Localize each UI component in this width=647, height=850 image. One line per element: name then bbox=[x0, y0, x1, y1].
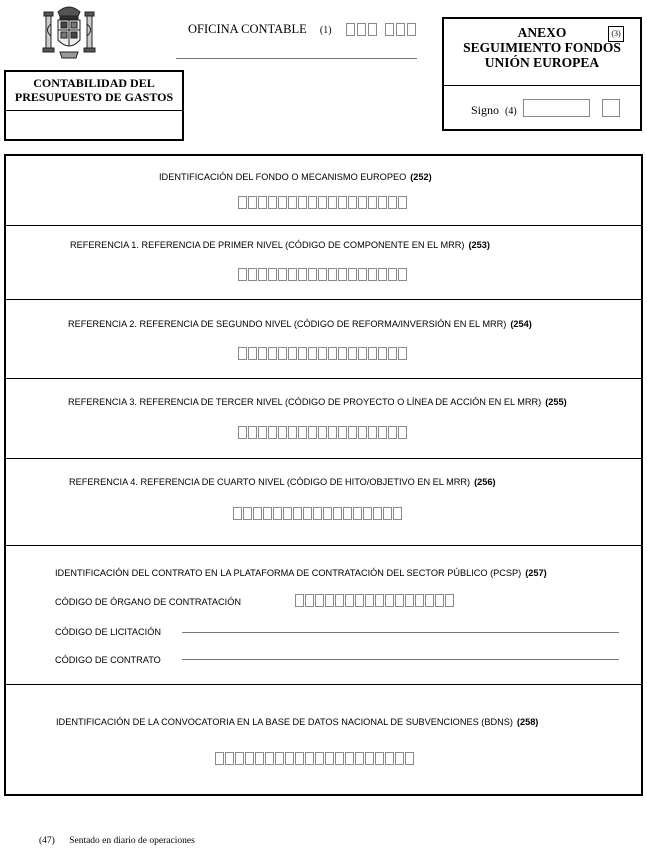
footer-ref: (47) bbox=[39, 836, 55, 846]
organ-label: CÓDIGO DE ÓRGANO DE CONTRATACIÓN bbox=[55, 597, 241, 607]
code-box bbox=[278, 426, 287, 439]
ref1-code-boxes[interactable] bbox=[238, 268, 407, 281]
code-box bbox=[308, 426, 317, 439]
code-box bbox=[308, 347, 317, 360]
code-box bbox=[238, 268, 247, 281]
code-box bbox=[368, 23, 377, 36]
grants-code-boxes[interactable] bbox=[215, 752, 414, 765]
code-box bbox=[253, 507, 262, 520]
code-box bbox=[353, 507, 362, 520]
code-box bbox=[388, 347, 397, 360]
code-box bbox=[365, 752, 374, 765]
code-box bbox=[328, 426, 337, 439]
code-box bbox=[405, 752, 414, 765]
code-box bbox=[313, 507, 322, 520]
annex-title-line3: UNIÓN EUROPEA bbox=[484, 55, 600, 70]
accounting-title: CONTABILIDAD DEL PRESUPUESTO DE GASTOS bbox=[14, 76, 174, 104]
code-box bbox=[325, 594, 334, 607]
code-box bbox=[258, 268, 267, 281]
code-box bbox=[328, 347, 337, 360]
code-box bbox=[298, 347, 307, 360]
code-box bbox=[348, 196, 357, 209]
code-box bbox=[395, 594, 404, 607]
code-box bbox=[378, 268, 387, 281]
code-box bbox=[345, 752, 354, 765]
code-box bbox=[293, 507, 302, 520]
code-box bbox=[425, 594, 434, 607]
code-box bbox=[308, 268, 317, 281]
code-box bbox=[338, 196, 347, 209]
code-box bbox=[375, 594, 384, 607]
ref2-section bbox=[5, 299, 642, 379]
code-box bbox=[255, 752, 264, 765]
code-box bbox=[368, 347, 377, 360]
code-box bbox=[288, 426, 297, 439]
ref4-code-boxes[interactable] bbox=[233, 507, 402, 520]
grants-title: IDENTIFICACIÓN DE LA CONVOCATORIA EN LA BASE DE DATOS NACIONAL DE SUBVENCIONES (BDNS) (258) bbox=[56, 717, 539, 727]
code-box bbox=[348, 268, 357, 281]
code-box bbox=[258, 347, 267, 360]
code-box bbox=[355, 594, 364, 607]
accounting-divider bbox=[6, 110, 182, 111]
ref4-title: REFERENCIA 4. REFERENCIA DE CUARTO NIVEL (CÓDIGO DE HITO/OBJETIVO EN EL MRR) (256) bbox=[69, 477, 496, 487]
code-box bbox=[243, 507, 252, 520]
code-box bbox=[315, 752, 324, 765]
code-box bbox=[298, 196, 307, 209]
code-box bbox=[268, 347, 277, 360]
code-box bbox=[318, 347, 327, 360]
code-box bbox=[298, 426, 307, 439]
tender-input-line[interactable] bbox=[182, 632, 619, 633]
code-box bbox=[398, 268, 407, 281]
code-box bbox=[248, 347, 257, 360]
code-box bbox=[357, 23, 366, 36]
code-box bbox=[283, 507, 292, 520]
code-box bbox=[268, 268, 277, 281]
ref1-section bbox=[5, 225, 642, 300]
code-box bbox=[315, 594, 324, 607]
signo-label: Signo (4) bbox=[471, 103, 517, 117]
code-box bbox=[268, 196, 277, 209]
code-box bbox=[345, 594, 354, 607]
code-box bbox=[373, 507, 382, 520]
signo-ref: (4) bbox=[505, 106, 517, 117]
code-box bbox=[388, 196, 397, 209]
code-box bbox=[378, 426, 387, 439]
code-box bbox=[445, 594, 454, 607]
contract-title: IDENTIFICACIÓN DEL CONTRATO EN LA PLATAFORMA DE CONTRATACIÓN DEL SECTOR PÚBLICO (PCSP) (257) bbox=[55, 568, 547, 578]
code-box bbox=[295, 752, 304, 765]
code-box bbox=[358, 347, 367, 360]
code-box bbox=[305, 752, 314, 765]
fund-section bbox=[5, 156, 642, 226]
code-box bbox=[215, 752, 224, 765]
code-box bbox=[385, 752, 394, 765]
code-box bbox=[368, 426, 377, 439]
signo-checkbox[interactable] bbox=[602, 99, 620, 117]
code-box bbox=[288, 268, 297, 281]
ref3-code-boxes[interactable] bbox=[238, 426, 407, 439]
code-box bbox=[318, 268, 327, 281]
code-box bbox=[378, 347, 387, 360]
coat-of-arms-logo bbox=[38, 2, 100, 62]
code-box bbox=[378, 196, 387, 209]
annex-divider bbox=[444, 85, 640, 86]
organ-code-boxes[interactable] bbox=[295, 594, 454, 607]
code-box bbox=[275, 752, 284, 765]
code-box bbox=[245, 752, 254, 765]
fund-code-boxes[interactable] bbox=[238, 196, 407, 209]
footer-text: Sentado en diario de operaciones bbox=[69, 836, 195, 846]
code-box bbox=[278, 196, 287, 209]
code-box bbox=[338, 268, 347, 281]
code-box bbox=[238, 347, 247, 360]
code-box bbox=[355, 752, 364, 765]
office-underline bbox=[176, 58, 417, 59]
code-box bbox=[343, 507, 352, 520]
code-box bbox=[308, 196, 317, 209]
code-box bbox=[348, 426, 357, 439]
code-box bbox=[398, 347, 407, 360]
code-box bbox=[338, 426, 347, 439]
code-box bbox=[363, 507, 372, 520]
code-box bbox=[388, 268, 397, 281]
code-box bbox=[333, 507, 342, 520]
annex-title-line1: ANEXO bbox=[517, 25, 567, 40]
code-box bbox=[398, 196, 407, 209]
annex-title-line2: SEGUIMIENTO FONDOS bbox=[463, 40, 621, 55]
ref2-title: REFERENCIA 2. REFERENCIA DE SEGUNDO NIVEL (CÓDIGO DE REFORMA/INVERSIÓN EN EL MRR) (254) bbox=[68, 319, 532, 329]
code-box bbox=[328, 196, 337, 209]
code-box bbox=[396, 23, 405, 36]
code-box bbox=[407, 23, 416, 36]
code-box bbox=[268, 426, 277, 439]
code-box bbox=[295, 594, 304, 607]
code-box bbox=[398, 426, 407, 439]
code-box bbox=[303, 507, 312, 520]
code-box bbox=[248, 268, 257, 281]
code-box bbox=[305, 594, 314, 607]
ref1-title: REFERENCIA 1. REFERENCIA DE PRIMER NIVEL (CÓDIGO DE COMPONENTE EN EL MRR) (253) bbox=[70, 240, 490, 250]
code-box bbox=[263, 507, 272, 520]
code-box bbox=[375, 752, 384, 765]
annex-ref: (3) bbox=[608, 26, 624, 42]
code-box bbox=[288, 347, 297, 360]
tender-label: CÓDIGO DE LICITACIÓN bbox=[55, 627, 162, 637]
code-box bbox=[235, 752, 244, 765]
code-box bbox=[358, 196, 367, 209]
contract-code-label: CÓDIGO DE CONTRATO bbox=[55, 655, 161, 665]
signo-input[interactable] bbox=[523, 99, 590, 117]
code-box bbox=[346, 23, 355, 36]
code-box bbox=[335, 752, 344, 765]
ref4-section bbox=[5, 458, 642, 546]
ref3-section bbox=[5, 378, 642, 459]
code-box bbox=[225, 752, 234, 765]
code-box bbox=[383, 507, 392, 520]
code-box bbox=[385, 23, 394, 36]
code-box bbox=[238, 196, 247, 209]
accounting-box bbox=[4, 70, 184, 141]
code-box bbox=[238, 426, 247, 439]
code-box bbox=[278, 347, 287, 360]
office-code-boxes[interactable] bbox=[346, 23, 416, 36]
code-box bbox=[415, 594, 424, 607]
annex-box bbox=[442, 17, 642, 131]
fund-title: IDENTIFICACIÓN DEL FONDO O MECANISMO EUROPEO (252) bbox=[159, 172, 432, 182]
code-box bbox=[318, 426, 327, 439]
code-box bbox=[258, 426, 267, 439]
code-box bbox=[405, 594, 414, 607]
code-box bbox=[348, 347, 357, 360]
footer-note bbox=[39, 836, 195, 846]
code-box bbox=[395, 752, 404, 765]
ref2-code-boxes[interactable] bbox=[238, 347, 407, 360]
code-box bbox=[318, 196, 327, 209]
code-box bbox=[435, 594, 444, 607]
code-box bbox=[358, 426, 367, 439]
code-box bbox=[365, 594, 374, 607]
code-box bbox=[358, 268, 367, 281]
office-ref: (1) bbox=[319, 25, 332, 36]
code-box bbox=[278, 268, 287, 281]
code-box bbox=[325, 752, 334, 765]
code-box bbox=[393, 507, 402, 520]
contract-input-line[interactable] bbox=[182, 659, 619, 660]
code-box bbox=[265, 752, 274, 765]
code-box bbox=[328, 268, 337, 281]
office-label: OFICINA CONTABLE (1) bbox=[188, 22, 332, 36]
code-box bbox=[273, 507, 282, 520]
ref3-title: REFERENCIA 3. REFERENCIA DE TERCER NIVEL (CÓDIGO DE PROYECTO O LÍNEA DE ACCIÓN EN EL MRR) (255) bbox=[68, 397, 567, 407]
code-box bbox=[388, 426, 397, 439]
code-box bbox=[248, 196, 257, 209]
code-box bbox=[258, 196, 267, 209]
code-box bbox=[368, 268, 377, 281]
code-box bbox=[338, 347, 347, 360]
code-box bbox=[233, 507, 242, 520]
code-box bbox=[368, 196, 377, 209]
code-box bbox=[288, 196, 297, 209]
code-box bbox=[248, 426, 257, 439]
code-box bbox=[285, 752, 294, 765]
code-box bbox=[385, 594, 394, 607]
code-box bbox=[335, 594, 344, 607]
code-box bbox=[298, 268, 307, 281]
code-box bbox=[323, 507, 332, 520]
